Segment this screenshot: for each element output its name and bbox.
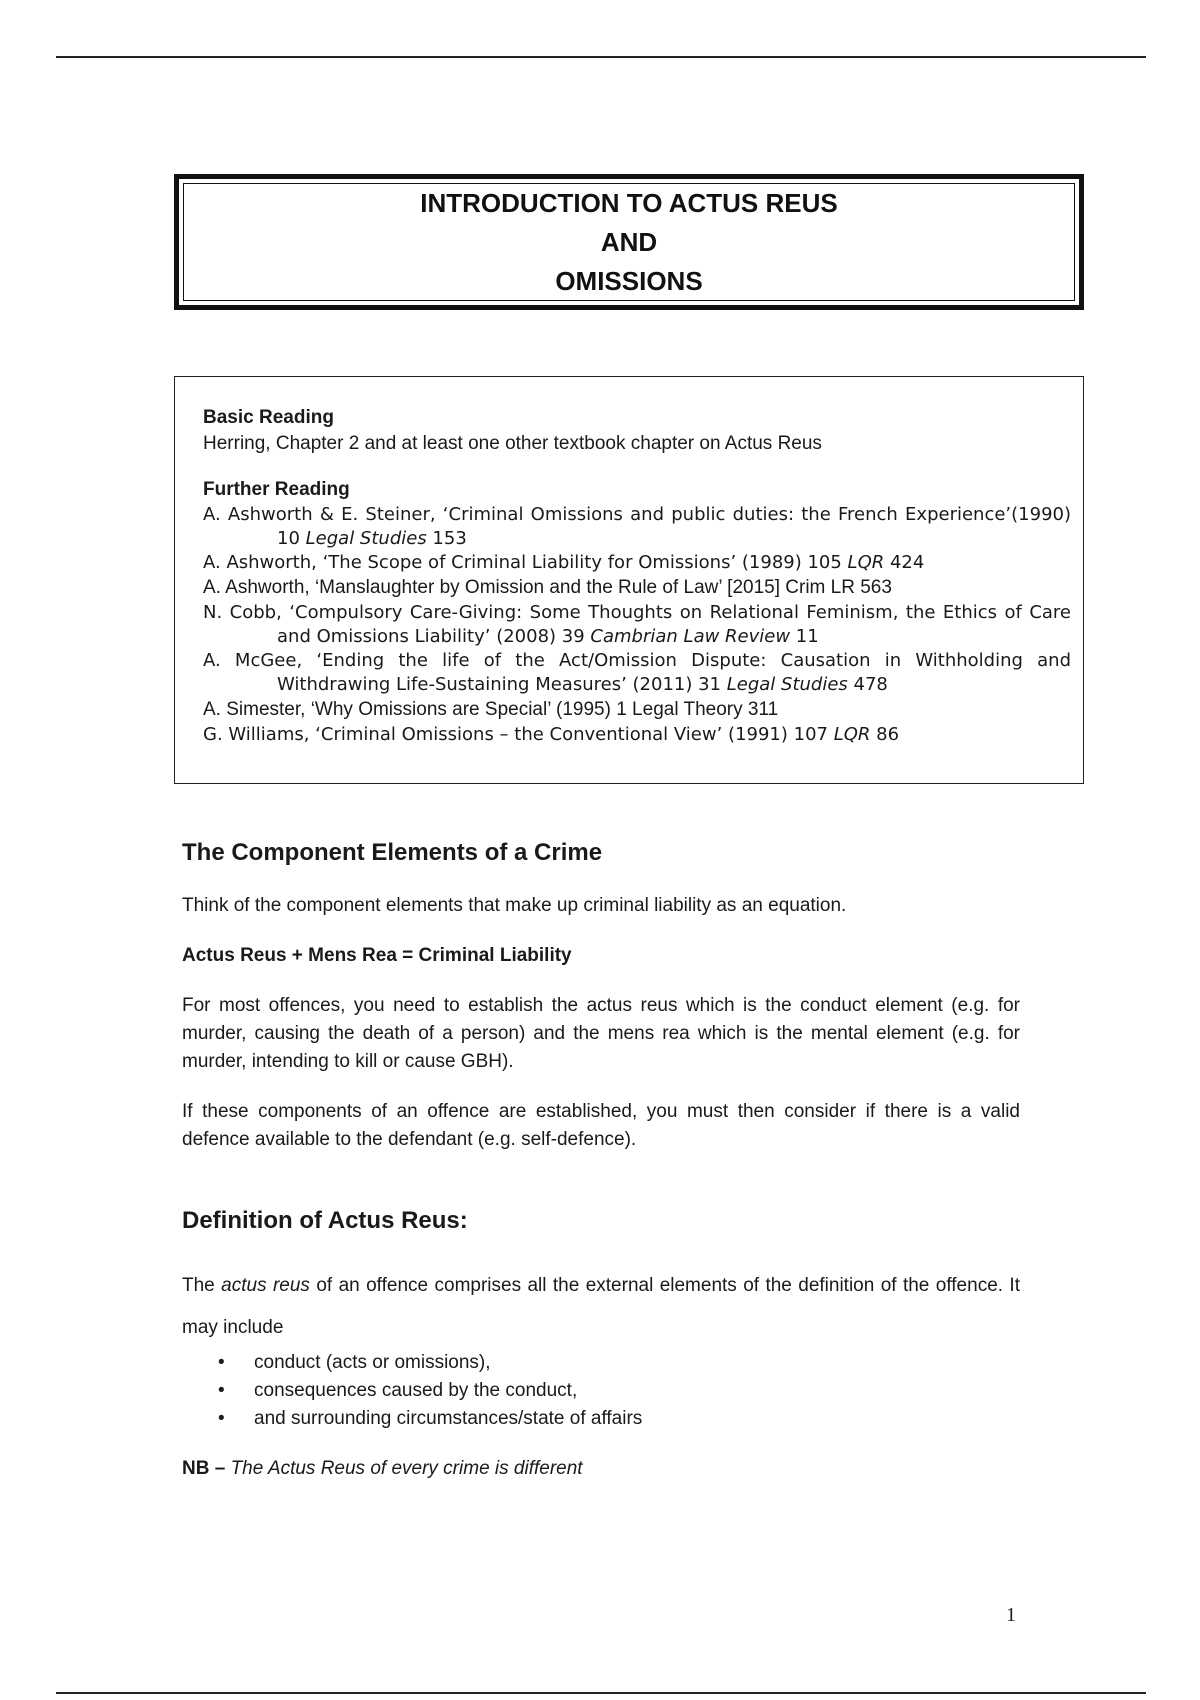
bullet-icon: • — [218, 1408, 225, 1429]
intro-paragraph: Think of the component elements that make up criminal liability as an equation. — [182, 895, 847, 916]
reference-item: A. Simester, ‘Why Omissions are Special’ (1995) 1 Legal Theory 311 — [203, 699, 779, 720]
reference-item: A. McGee, ‘Ending the life of the Act/Omission Dispute: Causation in Withholding and Withdrawing Life-Sustaining Measures’ (2011) 31 Legal Studies 478 — [203, 650, 1071, 695]
liability-equation: Actus Reus + Mens Rea = Criminal Liability — [182, 945, 572, 966]
reading-list-box — [174, 376, 1084, 784]
reference-item: A. Ashworth, ‘Manslaughter by Omission and the Rule of Law’ [2015] Crim LR 563 — [203, 577, 892, 598]
actus-mens-paragraph: For most offences, you need to establish the actus reus which is the conduct element (e.g. for murder, causing the death of a person) and the mens rea which is the mental element (e.g. for murder, intending to kill or cause GBH). — [182, 995, 1020, 1072]
actus-reus-elements-list — [182, 1349, 1020, 1433]
definition-paragraph: The actus reus of an offence comprises all the external elements of the definition of the offence. It may include — [182, 1275, 1020, 1338]
title-line-3: OMISSIONS — [555, 265, 703, 296]
section-heading-definition: Definition of Actus Reus: — [182, 1207, 468, 1234]
title-line-2: AND — [600, 226, 658, 257]
further-reading-heading: Further Reading — [203, 479, 350, 500]
reference-item: A. Ashworth, ‘The Scope of Criminal Liability for Omissions’ (1989) 105 LQR 424 — [203, 552, 925, 573]
main-content — [182, 836, 1020, 1483]
nb-note: NB – The Actus Reus of every crime is different — [182, 1458, 583, 1479]
bullet-icon: • — [218, 1380, 225, 1401]
list-item: • conduct (acts or omissions), — [254, 1349, 1020, 1377]
reference-item: G. Williams, ‘Criminal Omissions – the Conventional View’ (1991) 107 LQR 86 — [203, 724, 900, 745]
title-line-1: INTRODUCTION TO ACTUS REUS — [420, 187, 838, 218]
footer-rule — [56, 1692, 1146, 1694]
list-item: • and surrounding circumstances/state of affairs — [254, 1405, 1020, 1433]
title-box — [174, 174, 1084, 310]
further-reading-list — [203, 503, 1071, 747]
defence-paragraph: If these components of an offence are established, you must then consider if there is a valid defence available to the defendant (e.g. self-defence). — [182, 1101, 1020, 1150]
page-number: 1 — [1006, 1604, 1016, 1626]
reference-item: A. Ashworth & E. Steiner, ‘Criminal Omissions and public duties: the French Experience’(1990) 10 Legal Studies 153 — [203, 504, 1071, 549]
list-item: • consequences caused by the conduct, — [254, 1377, 1020, 1405]
reference-item: N. Cobb, ‘Compulsory Care-Giving: Some Thoughts on Relational Feminism, the Ethics of Care and Omissions Liability’ (2008) 39 Cambrian Law Review 11 — [203, 602, 1071, 647]
basic-reading-heading: Basic Reading — [203, 407, 334, 428]
section-heading-component-elements: The Component Elements of a Crime — [182, 839, 603, 866]
basic-reading-text: Herring, Chapter 2 and at least one other textbook chapter on Actus Reus — [203, 433, 822, 454]
header-rule — [56, 56, 1146, 58]
bullet-icon: • — [218, 1352, 225, 1373]
